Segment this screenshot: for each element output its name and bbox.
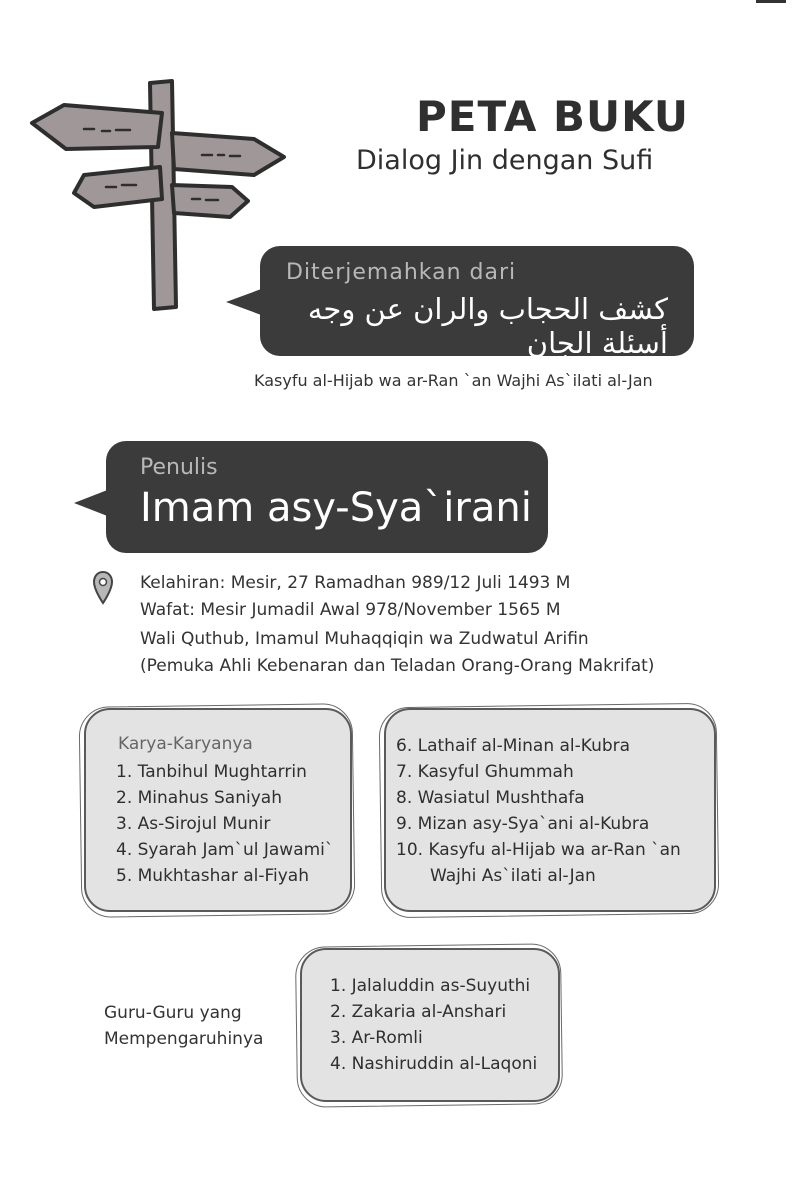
location-pin-icon (92, 570, 114, 606)
works-box-left (84, 708, 352, 912)
teachers-label (104, 1000, 263, 1052)
list-item: 10. Kasyfu al-Hijab wa ar-Ran `an (396, 840, 681, 860)
bio-title: Wali Quthub, Imamul Muhaqqiqin wa Zudwatul Arifin (140, 629, 589, 649)
bio-birth: Kelahiran: Mesir, 27 Ramadhan 989/12 Juli 1493 M (140, 573, 571, 593)
arabic-title: كشف الحجاب والران عن وجه أسئلة الجان (307, 292, 668, 360)
list-item: 4. Nashiruddin al-Laqoni (330, 1054, 538, 1074)
list-item: 1. Tanbihul Mughtarrin (116, 762, 307, 782)
author-label: Penulis (140, 455, 218, 480)
translation-label: Diterjemahkan dari (286, 260, 517, 285)
list-item: 5. Mukhtashar al-Fiyah (116, 866, 310, 886)
list-item: 3. Ar-Romli (330, 1028, 423, 1048)
teachers-label-line1: Guru-Guru yang (104, 1003, 242, 1023)
transliteration-text: Kasyfu al-Hijab wa ar-Ran `an Wajhi As`ilati al-Jan (254, 371, 653, 390)
bio-title-meaning: (Pemuka Ahli Kebenaran dan Teladan Orang-Orang Makrifat) (140, 656, 655, 676)
list-item: 2. Zakaria al-Anshari (330, 1002, 507, 1022)
list-item: 2. Minahus Saniyah (116, 788, 282, 808)
author-bubble (108, 443, 546, 551)
signpost-icon (22, 75, 292, 315)
corner-mark (756, 0, 786, 3)
list-item: 1. Jalaluddin as-Suyuthi (330, 976, 531, 996)
book-subtitle: Dialog Jin dengan Sufi (356, 145, 654, 176)
list-item: 8. Wasiatul Mushthafa (396, 788, 585, 808)
translation-bubble (262, 248, 692, 360)
list-item: 6. Lathaif al-Minan al-Kubra (396, 736, 631, 756)
teachers-label-line2: Mempengaruhinya (104, 1029, 264, 1049)
works-box-right (384, 708, 716, 912)
list-item: 9. Mizan asy-Sya`ani al-Kubra (396, 814, 650, 834)
list-item: 4. Syarah Jam`ul Jawami` (116, 840, 334, 860)
list-item: 7. Kasyful Ghummah (396, 762, 574, 782)
works-heading: Karya-Karyanya (118, 734, 253, 754)
list-item: 3. As-Sirojul Munir (116, 814, 271, 834)
author-name: Imam asy-Sya`irani (140, 485, 532, 531)
teachers-box (300, 948, 560, 1102)
page-title: PETA BUKU (416, 92, 690, 141)
bio-death: Wafat: Mesir Jumadil Awal 978/November 1565 M (140, 600, 561, 620)
list-item: Wajhi As`ilati al-Jan (430, 866, 596, 886)
